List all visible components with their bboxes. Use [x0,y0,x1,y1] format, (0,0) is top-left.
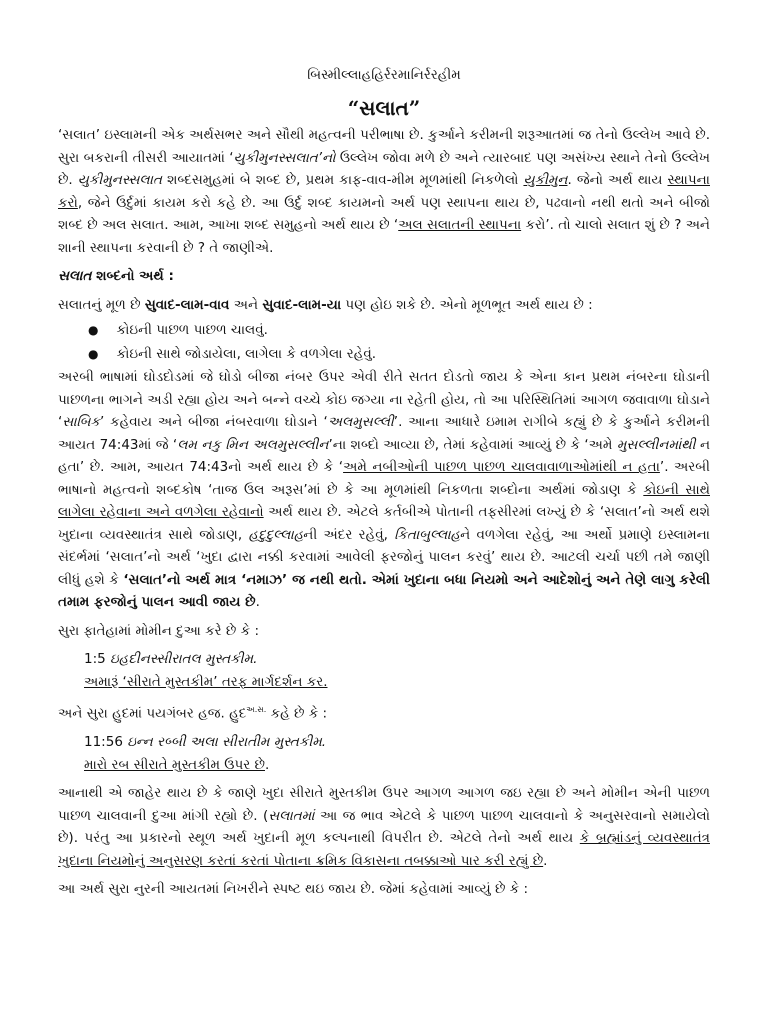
root-paragraph: સલાતનું મૂળ છે સુવાદ-લામ-વાવ અને સુવાદ-લામ-યા પણ હોઇ શકે છે. એનો મૂળભૂત અર્થ થાય છે : [58,296,593,313]
last-line: આ અર્થ સુરા નુરની આયતમાં નિખરીને સ્પષ્ટ થઇ જાય છે. જેમાં કહેવામાં આવ્યું છે કે : [58,881,529,897]
intro-paragraph: ‘સલાત’ ઇસ્લામની એક અર્થસભર અને સૌથી મહત્વની પરીભાષા છે. કુર્આને કરીમની શરૂઆતમાં જ તેનો ઉલ્લેખ આવે છે. સુરા બકરાની તીસરી આયાતમાં ‘યુકીમુનસ્સલાત’નો ઉલ્લેખ જોવા મળે છે અને ત્યારબાદ પણ અસંખ્ય સ્થાને તેનો ઉલ્લેખ છે. યુકીમુનસ્સલાત શબ્દસમુહમાં બે શબ્દ છે, પ્રથમ કાફ-વાવ-મીમ મૂળમાંથી નિકળેલો યુકીમુન. જેનો અર્થ થાય સ્થાપના કરો, જેને ઉર્દુમાં કાયમ કરો કહે છે. આ ઉર્દુ શબ્દ કાયમનો અર્થ પણ સ્થાપના થાય છે, પઢવાનો નથી થતો અને બીજો શબ્દ છે અલ સલાત. આમ, આખા શબ્દ સમુહનો અર્થ થાય છે ‘અલ સલાતની સ્થાપના કરો’. તો ચાલો સલાત શું છે ? અને શાની સ્થાપના કરવાની છે ? તે જાણીએ. [58,127,710,256]
list-item: ● કોઇની સાથે જોડાયેલા, લાગેલા કે વળગેલા રહેવું. [88,342,710,366]
conclusion-paragraph: આનાથી એ જાહેર થાય છે કે જાણે ખુદા સીરાતે મુસ્તકીમ ઉપર આગળ આગળ જઇ રહ્યા છે અને મોમીન એની પાછળ પાછળ ચાલવાની દુઆ માંગી રહ્યો છે. (સલાતમાં આ જ ભાવ એટલે કે પાછળ પાછળ ચાલવાનો કે અનુસરવાનો સમાયેલો છે). પરંતુ આ પ્રકારનો સ્થૂળ અર્થ ખુદાની મૂળ કલ્પનાથી વિપરીત છે. એટલે તેનો અર્થ થાય કે બ્રહ્માંડનું વ્યવસ્થાતંત્ર ખુદાના નિયમોનું અનુસરણ કરતાં કરતાં પોતાના ક્રમિક વિકાસના તબક્કાઓ પાર કરી રહ્યું છે. [58,785,711,869]
ayah-11-56 [58,731,710,776]
ayah-arabic-line: 11:56 ઇન્ન રબ્બી અલા સીરાતીમ મુસ્તકીમ. [84,734,327,750]
horse-race-paragraph: અરબી ભાષામાં ઘોડદોડમાં જે ઘોડો બીજા નંબર ઉપર એવી રીતે સતત દોડતો જાય કે એના કાન પ્રથમ નંબરના ઘોડાની પાછળના ભાગને અડી રહ્યા હોય અને બન્ને વચ્ચે કોઇ જગ્યા ના રહેતી હોય, તો આ પરિસ્થિતિમાં આગળ જવાવાળા ઘોડાને ‘સાબિક’ કહેવાય અને બીજા નંબરવાળા ઘોડાને ‘અલમુસલ્લી’. આના આધારે ઇમામ રાગીબે કહ્યું છે કે કુર્આને કરીમની આયત 74:43માં જે ‘લમ નકુ મિન અલમુસલ્લીન’ના શબ્દો આવ્યા છે, તેમાં કહેવામાં આવ્યું છે કે ‘અમે મુસલ્લીનમાંથી ન હતા’ છે. આમ, આયત 74:43નો અર્થ થાય છે કે ‘અમે નબીઓની પાછળ પાછળ ચાલવાવાળાઓમાંથી ન હતા’. અરબી ભાષાનો મહત્વનો શબ્દકોષ ‘તાજ ઉલ અરૂસ’માં છે કે આ મૂળમાંથી નિકળતા શબ્દોના અર્થમાં જોડાણ કે કોઇની સાથે લાગેલા રહેવાના અને વળગેલા રહેવાનો અર્થ થાય છે. એટલે કર્તબીએ પોતાની તફસીરમાં લખ્યું છે કે ‘સલાત’નો અર્થ થશે ખુદાના વ્યવસ્થાતંત્ર સાથે જોડાણ, હદુદુલ્લાહની અંદર રહેવું, કિતાબુલ્લાહને વળગેલા રહેવું, આ અર્થો પ્રમાણે ઇસ્લામના સંદર્ભમાં ‘સલાત’નો અર્થ ‘ખુદા દ્વારા નક્કી કરવામાં આવેલી ફરજોનું પાલન કરવું’ થાય છે. આટલી ચર્ચા પછી તમે જાણી લીધું હશે કે ‘સલાત’નો અર્થ માત્ર ‘નમાઝ’ જ નથી થતો. એમાં ખુદાના બધા નિયમો અને આદેશોનું અને તેણે લાગુ કરેલી તમામ ફરજોનું પાલન આવી જાય છે. [58,369,711,610]
page-title: “સલાત” [347,96,421,120]
list-item: ● કોઇની પાછળ પાછળ ચાલવું. [88,318,710,342]
fatiha-intro: સુરા ફાતેહામાં મોમીન દુઆ કરે છે કે : [58,622,260,639]
ayah-translation: અમારૂં ‘સીરાતે મુસ્તકીમ’ તરફ માર્ગદર્શન કર. [84,673,328,690]
meaning-list [58,318,710,366]
section-heading: સલાત શબ્દનો અર્થ : [58,268,174,284]
ayah-1-5 [58,648,710,693]
ayah-translation: મારો રબ સીરાતે મુસ્તકીમ ઉપર છે. [84,756,270,773]
ayah-arabic-line: 1:5 ઇહદીનસ્સીરાતલ મુસ્તકીમ. [84,651,258,667]
bismillah-header: બિસ્મીલ્લાહહિર્રરમાનિર્રરહીમ [307,67,461,83]
hud-intro: અને સુરા હુદમાં પયગંબર હજ. હુદ$^{અ.સ.}$ કહે છે કે : [58,705,328,722]
